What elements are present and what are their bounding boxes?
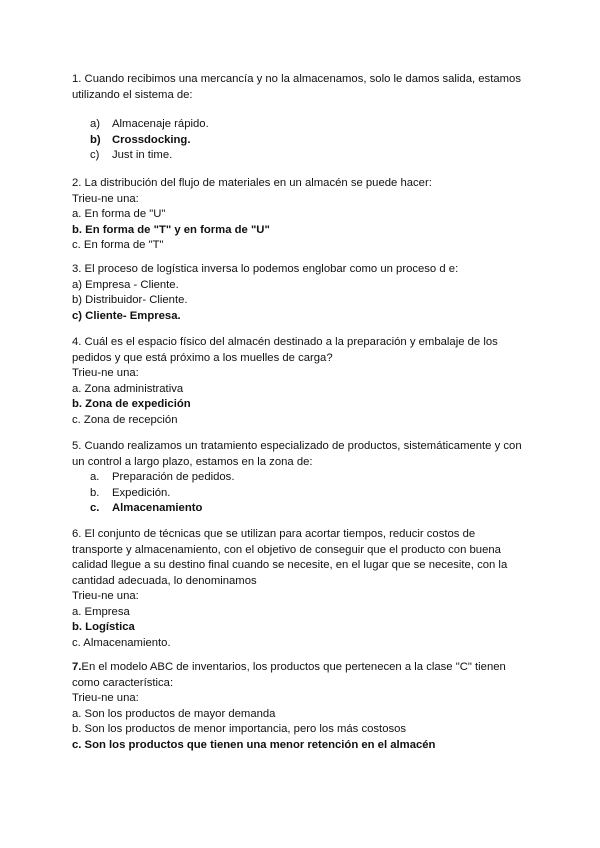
- option-a: a. Preparación de pedidos.: [90, 471, 235, 483]
- option-c: c. En forma de "T": [72, 239, 164, 251]
- question-1: [72, 72, 532, 164]
- question-3: [72, 262, 532, 324]
- question-text: un control a largo plazo, estamos en la zona de:: [72, 455, 313, 468]
- option-a: a) Empresa - Cliente.: [72, 278, 179, 291]
- option-c: c. Almacenamiento.: [72, 636, 171, 649]
- question-4: [72, 335, 532, 428]
- question-text: como característica:: [72, 676, 174, 689]
- question-7: [72, 660, 532, 753]
- question-text: 3. El proceso de logística inversa lo podemos englobar como un proceso d e:: [72, 263, 459, 275]
- question-text: cantidad adecuada, lo denominamos: [72, 574, 257, 587]
- option-a: a) Almacenaje rápido.: [90, 118, 209, 130]
- question-text: calidad llegue a su destino final cuando se necesite, en el lugar que se necesite, con la: [72, 559, 508, 571]
- option-c-correct: c. Son los productos que tienen una menor retención en el almacén: [72, 738, 436, 751]
- option-b-correct: b. Zona de expedición: [72, 398, 191, 410]
- question-text: utilizando el sistema de:: [72, 88, 193, 101]
- option-b: b. Son los productos de menor importancia, pero los más costosos: [72, 723, 407, 735]
- question-text: transporte y almacenamiento, con el objetivo de conseguir que el producto con buena: [72, 543, 501, 556]
- prompt-text: Trieu-ne una:: [72, 192, 139, 205]
- option-a: a. Zona administrativa: [72, 382, 184, 395]
- prompt-text: Trieu-ne una:: [72, 692, 139, 704]
- option-c-correct: c) Cliente- Empresa.: [72, 309, 181, 322]
- option-b-correct: b) Crossdocking.: [90, 133, 191, 146]
- question-6: [72, 527, 532, 651]
- question-text: 2. La distribución del flujo de materiales en un almacén se puede hacer:: [72, 177, 432, 189]
- option-a: a. Empresa: [72, 605, 130, 618]
- option-b: b. Expedición.: [90, 486, 171, 499]
- question-number: 7.: [72, 661, 82, 673]
- option-b: b) Distribuidor- Cliente.: [72, 294, 188, 306]
- option-c-correct: c. Almacenamiento: [90, 502, 203, 514]
- question-2: [72, 176, 532, 254]
- prompt-text: Trieu-ne una:: [72, 590, 139, 602]
- option-a: a. Son los productos de mayor demanda: [72, 707, 276, 720]
- question-text: 1. Cuando recibimos una mercancía y no la almacenamos, solo le damos salida, estamos: [72, 73, 521, 85]
- option-b-correct: b. Logística: [72, 621, 135, 633]
- option-c: c. Zona de recepción: [72, 413, 178, 426]
- question-text: 7.En el modelo ABC de inventarios, los productos que pertenecen a la clase "C" tienen: [72, 661, 506, 673]
- option-c: c) Just in time.: [90, 149, 173, 161]
- question-text: 6. El conjunto de técnicas que se utilizan para acortar tiempos, reducir costos de: [72, 528, 476, 540]
- question-5: [72, 439, 532, 517]
- question-text: 4. Cuál es el espacio físico del almacén destinado a la preparación y embalaje de los: [72, 336, 498, 348]
- prompt-text: Trieu-ne una:: [72, 367, 139, 379]
- question-text: pedidos y que está próximo a los muelles de carga?: [72, 351, 333, 364]
- option-a: a. En forma de "U": [72, 208, 166, 220]
- option-b-correct: b. En forma de "T" y en forma de "U": [72, 223, 270, 236]
- question-text: 5. Cuando realizamos un tratamiento especializado de productos, sistemáticamente y con: [72, 440, 522, 452]
